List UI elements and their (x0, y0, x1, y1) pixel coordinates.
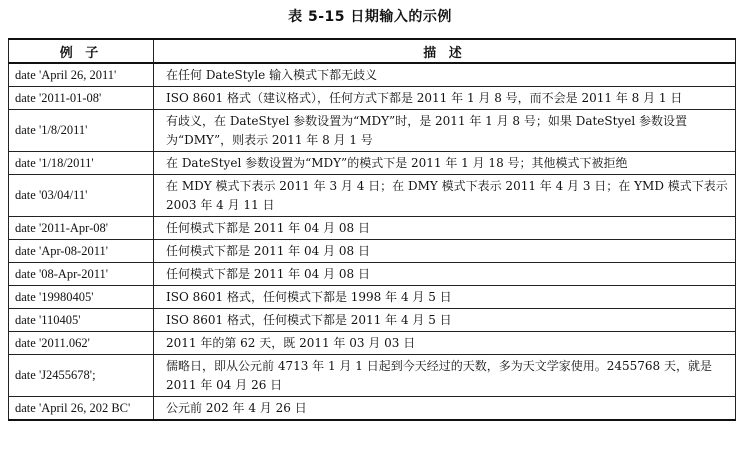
example-cell: date 'April 26, 2011' (9, 63, 154, 87)
date-input-examples-table (8, 38, 736, 421)
description-cell: 2011 年的第 62 天，既 2011 年 03 月 03 日 (154, 332, 736, 355)
example-cell: date '08-Apr-2011' (9, 263, 154, 286)
description-cell: 在 DateStyel 参数设置为“MDY”的模式下是 2011 年 1 月 18 号；其他模式下被拒绝 (154, 152, 736, 175)
description-cell: 儒略日，即从公元前 4713 年 1 月 1 日起到今天经过的天数，多为天文学家使用。2455768 天，就是 2011 年 04 月 26 日 (154, 355, 736, 397)
example-cell: date 'J2455678'; (9, 355, 154, 397)
table-row (9, 152, 736, 175)
example-cell: date '1/18/2011' (9, 152, 154, 175)
table-row (9, 309, 736, 332)
header-description: 描 述 (154, 39, 736, 63)
description-cell: 任何模式下都是 2011 年 04 月 08 日 (154, 240, 736, 263)
table-row (9, 217, 736, 240)
example-cell: date '19980405' (9, 286, 154, 309)
table-row (9, 332, 736, 355)
example-cell: date '2011-01-08' (9, 87, 154, 110)
description-cell: 在任何 DateStyle 输入模式下都无歧义 (154, 63, 736, 87)
table-row (9, 286, 736, 309)
table-caption: 表 5-15 日期输入的示例 (288, 9, 452, 25)
example-cell: date 'April 26, 202 BC' (9, 397, 154, 421)
example-cell: date '110405' (9, 309, 154, 332)
description-cell: ISO 8601 格式（建议格式），任何方式下都是 2011 年 1 月 8 号，而不会是 2011 年 8 月 1 日 (154, 87, 736, 110)
header-example: 例 子 (9, 39, 154, 63)
description-cell: 有歧义，在 DateStyel 参数设置为“MDY”时，是 2011 年 1 月 8 号；如果 DateStyel 参数设置为“DMY”，则表示 2011 年 8 月 1 号 (154, 110, 736, 152)
description-cell: ISO 8601 格式，任何模式下都是 1998 年 4 月 5 日 (154, 286, 736, 309)
table-row (9, 263, 736, 286)
example-cell: date '1/8/2011' (9, 110, 154, 152)
example-cell: date 'Apr-08-2011' (9, 240, 154, 263)
table-row (9, 87, 736, 110)
description-cell: 在 MDY 模式下表示 2011 年 3 月 4 日；在 DMY 模式下表示 2011 年 4 月 3 日；在 YMD 模式下表示 2003 年 4 月 11 日 (154, 175, 736, 217)
example-cell: date '2011.062' (9, 332, 154, 355)
example-cell: date '2011-Apr-08' (9, 217, 154, 240)
table-row (9, 240, 736, 263)
table-row (9, 110, 736, 152)
description-cell: 公元前 202 年 4 月 26 日 (154, 397, 736, 421)
table-row (9, 175, 736, 217)
example-cell: date '03/04/11' (9, 175, 154, 217)
description-cell: 任何模式下都是 2011 年 04 月 08 日 (154, 217, 736, 240)
description-cell: 任何模式下都是 2011 年 04 月 08 日 (154, 263, 736, 286)
description-cell: ISO 8601 格式，任何模式下都是 2011 年 4 月 5 日 (154, 309, 736, 332)
table-row (9, 355, 736, 397)
table-row (9, 397, 736, 421)
table-header-row (9, 39, 736, 63)
table-row (9, 63, 736, 87)
